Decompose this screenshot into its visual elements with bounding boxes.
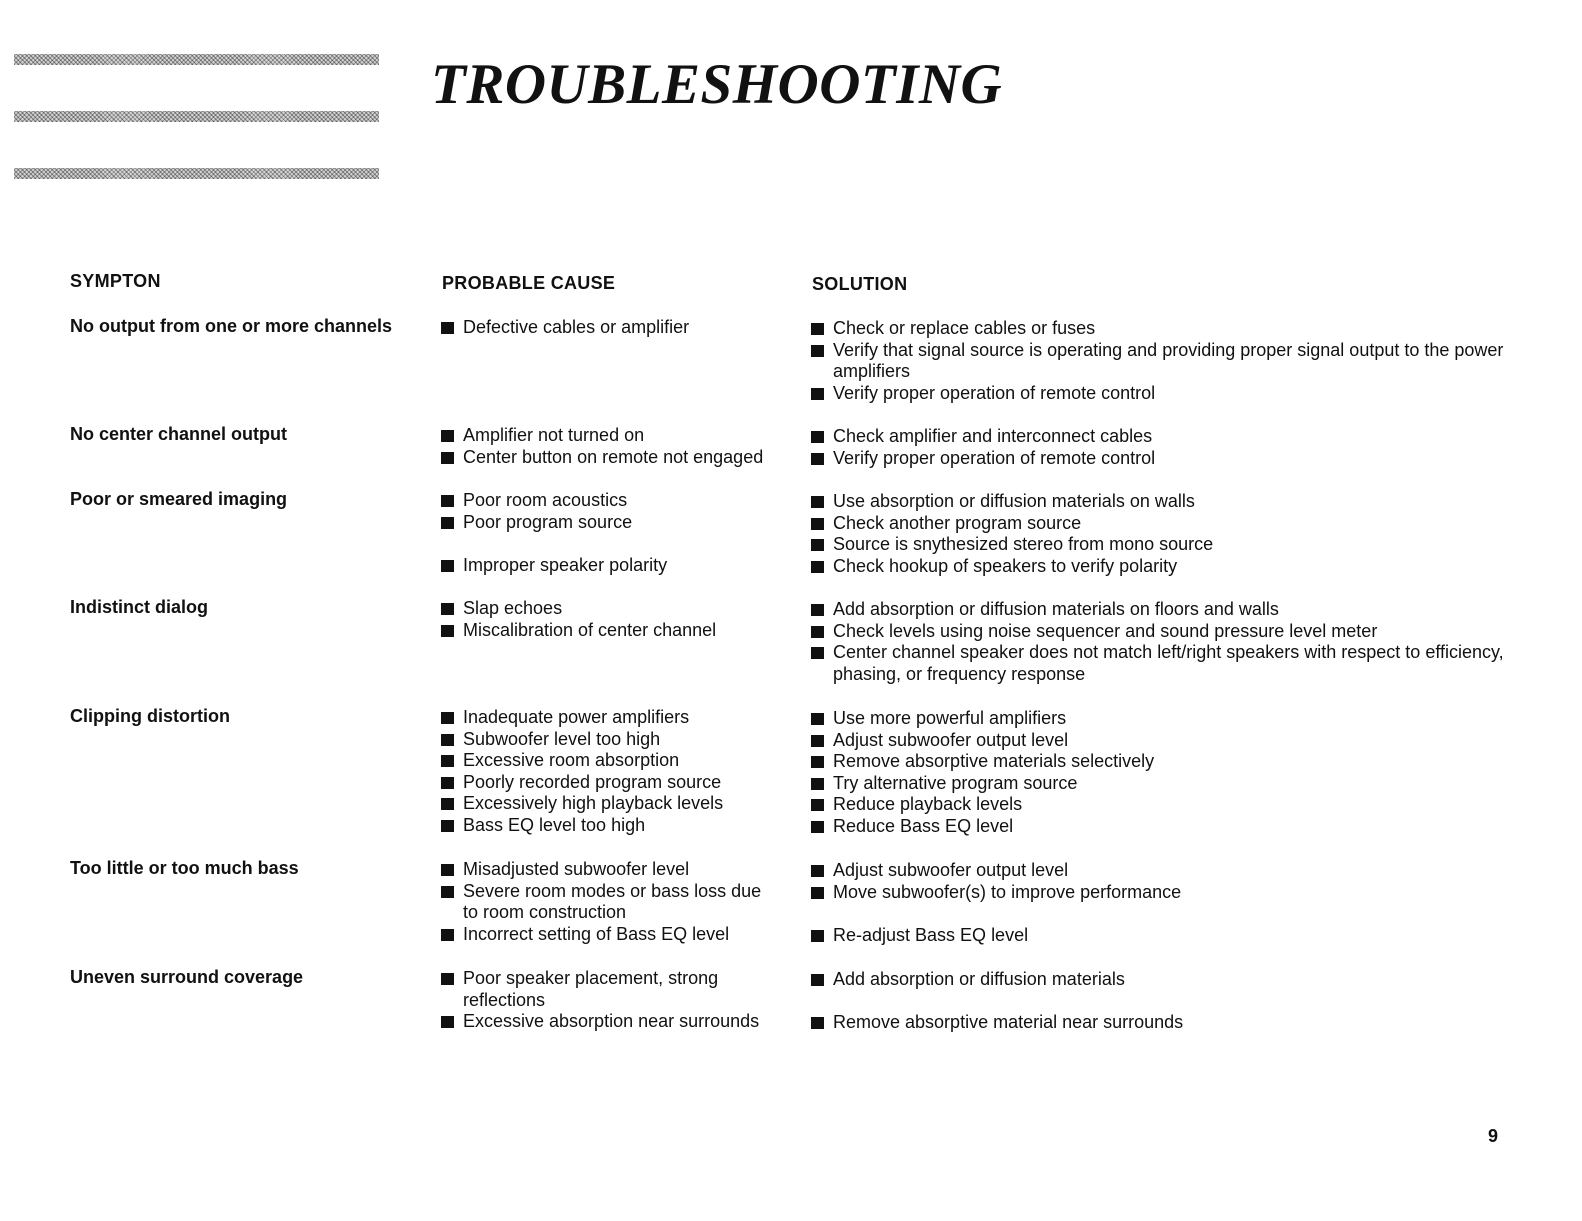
solution-item: Source is snythesized stereo from mono source <box>811 534 1506 556</box>
column-header-probable-cause: PROBABLE CAUSE <box>442 273 616 293</box>
solution-item: Adjust subwoofer output level <box>811 730 1506 752</box>
cause-list <box>441 859 801 945</box>
square-bullet-icon <box>811 431 824 443</box>
square-bullet-icon <box>811 561 824 573</box>
solution-item: Check amplifier and interconnect cables <box>811 426 1506 448</box>
square-bullet-icon <box>811 453 824 465</box>
cause-item: Bass EQ level too high <box>441 815 801 837</box>
square-bullet-icon <box>811 974 824 986</box>
cause-item: Poorly recorded program source <box>441 772 801 794</box>
square-bullet-icon <box>811 713 824 725</box>
cause-list <box>441 707 801 837</box>
symptom-label: Indistinct dialog <box>70 597 208 617</box>
solution-item: Check levels using noise sequencer and sound pressure level meter <box>811 621 1506 643</box>
cause-item: Excessive absorption near surrounds <box>441 1011 801 1033</box>
square-bullet-icon <box>811 735 824 747</box>
cause-item: Miscalibration of center channel <box>441 620 801 642</box>
square-bullet-icon <box>811 930 824 942</box>
square-bullet-icon <box>811 799 824 811</box>
solution-list <box>811 426 1506 469</box>
square-bullet-icon <box>441 929 454 941</box>
cause-item: Defective cables or amplifier <box>441 317 801 339</box>
decorative-stripe-bar <box>14 54 379 65</box>
symptom-label: Uneven surround coverage <box>70 967 304 987</box>
solution-item: Adjust subwoofer output level <box>811 860 1506 882</box>
square-bullet-icon <box>811 604 824 616</box>
symptom-label: No output from one or more channels <box>70 316 393 336</box>
cause-item: Center button on remote not engaged <box>441 447 801 469</box>
square-bullet-icon <box>811 518 824 530</box>
square-bullet-icon <box>441 973 454 985</box>
solution-item: Verify proper operation of remote control <box>811 383 1506 405</box>
cause-item: Misadjusted subwoofer level <box>441 859 801 881</box>
square-bullet-icon <box>441 495 454 507</box>
square-bullet-icon <box>811 865 824 877</box>
square-bullet-icon <box>441 755 454 767</box>
decorative-stripe-bar <box>14 168 379 179</box>
cause-list <box>441 425 801 468</box>
solution-list <box>811 969 1506 1034</box>
solution-item: Move subwoofer(s) to improve performance <box>811 882 1506 904</box>
solution-item: Check hookup of speakers to verify polarity <box>811 556 1506 578</box>
square-bullet-icon <box>441 1016 454 1028</box>
cause-item: Poor speaker placement, strong reflections <box>441 968 768 1011</box>
symptom-label: Clipping distortion <box>70 706 230 726</box>
symptom-label: Too little or too much bass <box>70 858 299 878</box>
square-bullet-icon <box>811 887 824 899</box>
square-bullet-icon <box>441 886 454 898</box>
page-title: TROUBLESHOOTING <box>431 53 1003 116</box>
cause-item: Amplifier not turned on <box>441 425 801 447</box>
square-bullet-icon <box>441 625 454 637</box>
square-bullet-icon <box>441 430 454 442</box>
cause-list <box>441 317 801 339</box>
cause-item: Inadequate power amplifiers <box>441 707 801 729</box>
cause-item: Slap echoes <box>441 598 801 620</box>
solution-list <box>811 318 1506 404</box>
solution-list <box>811 599 1506 685</box>
solution-item: Add absorption or diffusion materials on floors and walls <box>811 599 1506 621</box>
symptom-label: Poor or smeared imaging <box>70 489 288 509</box>
column-header-symptom: SYMPTON <box>70 271 161 291</box>
square-bullet-icon <box>811 323 824 335</box>
solution-item: Check another program source <box>811 513 1506 535</box>
square-bullet-icon <box>441 452 454 464</box>
square-bullet-icon <box>441 820 454 832</box>
square-bullet-icon <box>811 778 824 790</box>
square-bullet-icon <box>811 388 824 400</box>
square-bullet-icon <box>441 712 454 724</box>
decorative-stripe-bar <box>14 111 379 122</box>
square-bullet-icon <box>441 603 454 615</box>
solution-item: Center channel speaker does not match left/right speakers with respect to efficiency, phasing, or frequency response <box>811 642 1506 685</box>
column-header-solution: SOLUTION <box>812 274 908 294</box>
square-bullet-icon <box>441 517 454 529</box>
square-bullet-icon <box>811 626 824 638</box>
square-bullet-icon <box>811 1017 824 1029</box>
cause-item: Improper speaker polarity <box>441 555 801 577</box>
cause-item: Severe room modes or bass loss due to room construction <box>441 881 768 924</box>
solution-list <box>811 860 1506 946</box>
solution-item: Reduce playback levels <box>811 794 1506 816</box>
cause-list <box>441 490 801 576</box>
solution-item: Use absorption or diffusion materials on walls <box>811 491 1506 513</box>
solution-item: Check or replace cables or fuses <box>811 318 1506 340</box>
cause-item: Incorrect setting of Bass EQ level <box>441 924 801 946</box>
solution-item: Remove absorptive material near surrounds <box>811 1012 1506 1034</box>
cause-item: Excessively high playback levels <box>441 793 801 815</box>
solution-list <box>811 708 1506 838</box>
cause-item: Poor program source <box>441 512 801 534</box>
solution-item: Add absorption or diffusion materials <box>811 969 1506 991</box>
solution-item: Reduce Bass EQ level <box>811 816 1506 838</box>
page-number: 9 <box>1487 1126 1498 1146</box>
square-bullet-icon <box>811 756 824 768</box>
square-bullet-icon <box>441 560 454 572</box>
solution-item: Use more powerful amplifiers <box>811 708 1506 730</box>
solution-item: Verify proper operation of remote control <box>811 448 1506 470</box>
solution-item: Remove absorptive materials selectively <box>811 751 1506 773</box>
square-bullet-icon <box>441 777 454 789</box>
square-bullet-icon <box>441 734 454 746</box>
square-bullet-icon <box>441 322 454 334</box>
cause-item: Subwoofer level too high <box>441 729 801 751</box>
square-bullet-icon <box>811 496 824 508</box>
square-bullet-icon <box>441 864 454 876</box>
solution-list <box>811 491 1506 577</box>
solution-item: Verify that signal source is operating and providing proper signal output to the power amplifiers <box>811 340 1506 383</box>
square-bullet-icon <box>811 345 824 357</box>
square-bullet-icon <box>811 539 824 551</box>
square-bullet-icon <box>811 647 824 659</box>
solution-item: Re-adjust Bass EQ level <box>811 925 1506 947</box>
cause-item: Poor room acoustics <box>441 490 801 512</box>
symptom-label: No center channel output <box>70 424 288 444</box>
cause-list <box>441 968 801 1033</box>
cause-list <box>441 598 801 641</box>
solution-item: Try alternative program source <box>811 773 1506 795</box>
cause-item: Excessive room absorption <box>441 750 801 772</box>
square-bullet-icon <box>811 821 824 833</box>
square-bullet-icon <box>441 798 454 810</box>
